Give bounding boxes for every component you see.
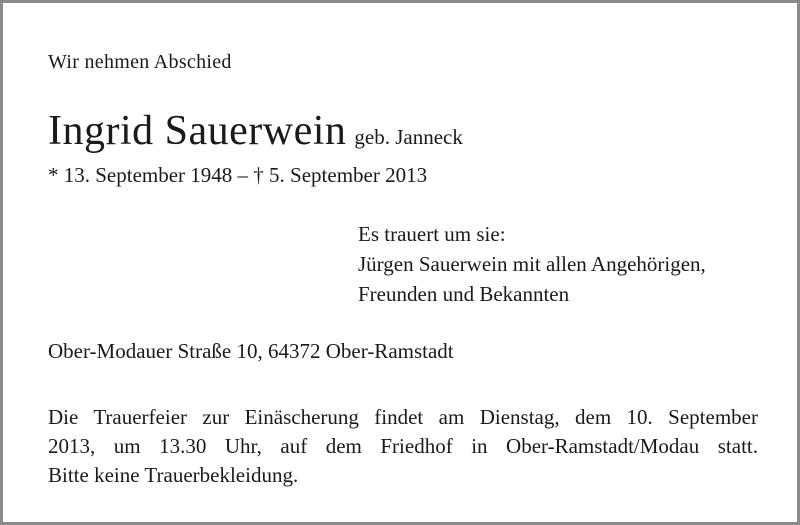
address: Ober-Modauer Straße 10, 64372 Ober-Ramstadt <box>48 339 454 363</box>
deceased-name: Ingrid Sauerwein <box>48 108 347 154</box>
mourners-names: Jürgen Sauerwein mit allen Angehörigen, <box>358 252 706 276</box>
name-line <box>48 107 463 155</box>
mourners-block <box>358 219 706 309</box>
intro-text: Wir nehmen Abschied <box>48 51 232 73</box>
life-dates: * 13. September 1948 – † 5. September 2013 <box>48 163 428 187</box>
mourners-others: Freunden und Bekannten <box>358 282 570 306</box>
ceremony-note: Bitte keine Trauerbekleidung. <box>48 463 299 487</box>
maiden-name: geb. Janneck <box>354 125 463 149</box>
ceremony-details <box>48 403 758 490</box>
ceremony-line: Die Trauerfeier zur Einäscherung findet am Dienstag, dem 10. September <box>48 405 758 429</box>
mourners-heading: Es trauert um sie: <box>358 222 506 246</box>
ceremony-line: 2013, um 13.30 Uhr, auf dem Friedhof in Ober-Ramstadt/Modau statt. <box>48 434 758 458</box>
